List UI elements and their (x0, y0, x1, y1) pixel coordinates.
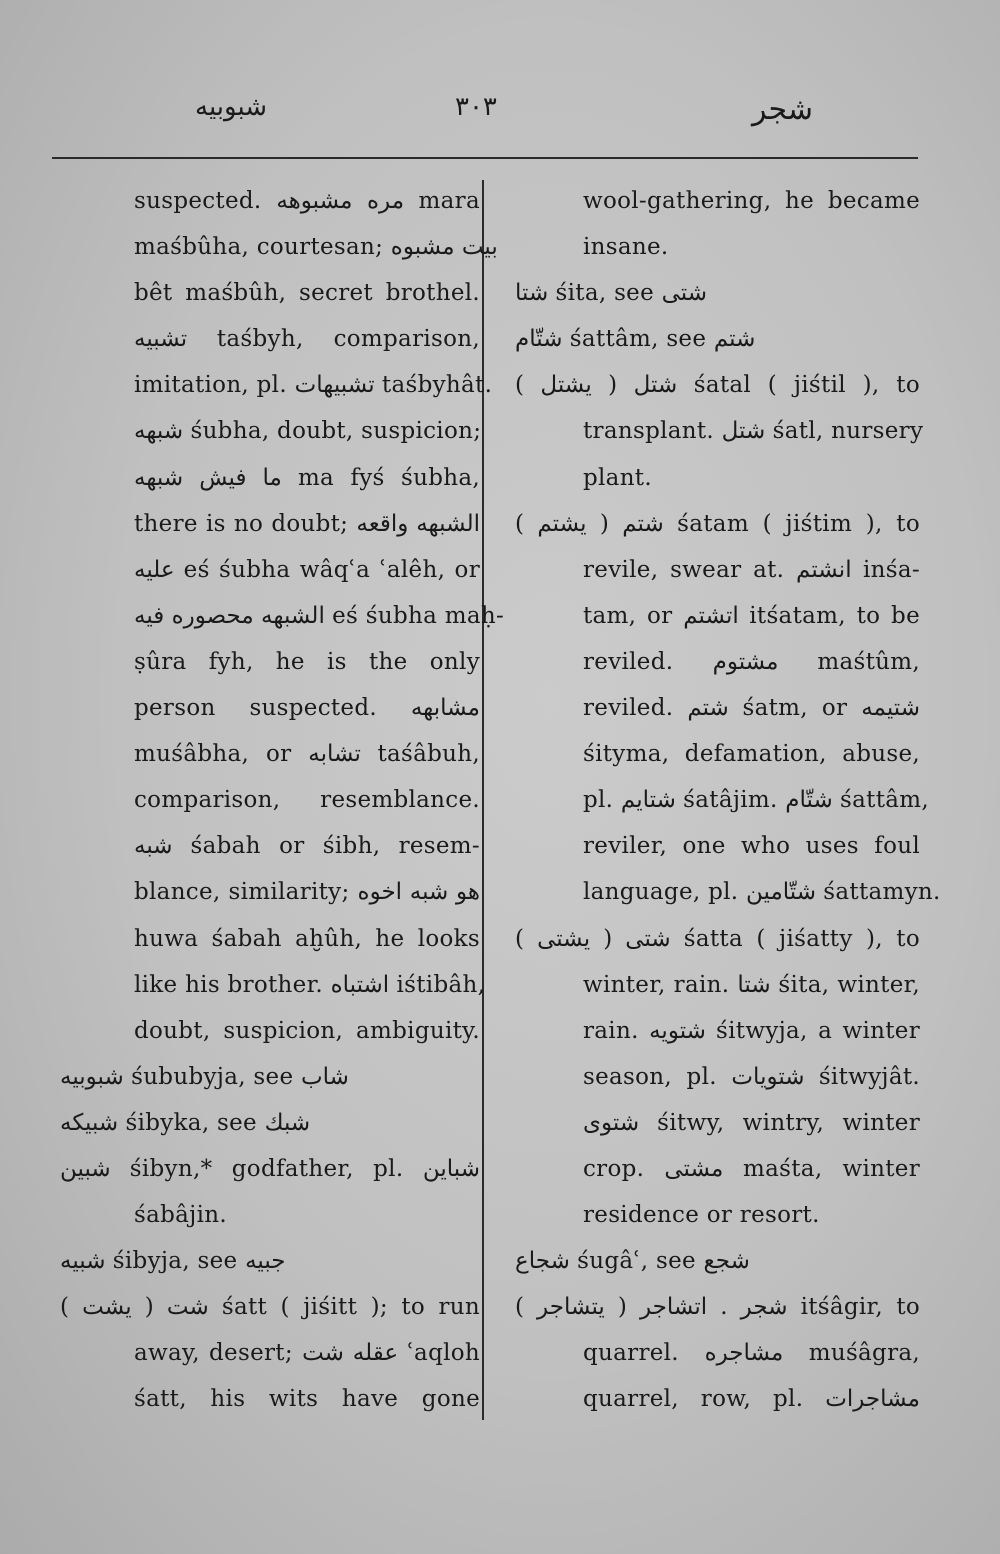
text-line: ṣûra fyh, he is the only (134, 648, 480, 675)
text-line: away, desert; عقله شت ʿaqloh (134, 1340, 481, 1367)
text-line: شبيه śibyja, see جبيه (60, 1248, 286, 1275)
text-line: season, pl. شتويات śitwyjât. (583, 1063, 920, 1090)
page-number: ٣٠٣ (455, 92, 497, 122)
header-catchword-left: شبوبيه (195, 92, 268, 122)
text-line: revile, swear at. انشتم inśa- (583, 556, 920, 583)
text-line: شبهه śubha, doubt, suspicion; (134, 418, 482, 445)
text-line: ما فيش شبهه ma fyś śubha, (134, 464, 480, 491)
text-line: quarrel. مشاجره muśâgra, (583, 1340, 920, 1367)
text-line: شتّام śattâm, see شتم (515, 326, 756, 353)
text-line: شت ( يشت ) śatt ( jiśitt ); to run (60, 1294, 480, 1321)
text-line: tam, or اتشتم itśatam, to be (583, 602, 920, 629)
text-line: rain. شتويه śitwyja, a winter (583, 1017, 920, 1044)
text-line: suspected. مره مشبوهه mara (134, 188, 480, 214)
text-line: śabâjin. (134, 1202, 227, 1229)
text-line: there is no doubt; الشبهه واقعه (134, 510, 480, 537)
text-line: plant. (583, 464, 652, 491)
text-line: شتم ( يشتم ) śatam ( jiśtim ), to (515, 510, 920, 537)
text-line: الشبهه محصوره فيه eś śubha maḥ- (134, 602, 505, 629)
header-catchword-right: شجر (752, 92, 814, 127)
header-rule (52, 157, 918, 159)
text-line: reviled. مشتوم maśtûm, (583, 648, 920, 675)
text-line: شبيكه śibyka, see شبك (60, 1109, 311, 1136)
text-line: شتا śita, see شتى (515, 280, 708, 307)
text-line: wool-gathering, he became (583, 188, 920, 214)
text-line: residence or resort. (583, 1202, 820, 1229)
text-line: شبه śabah or śibh, resem- (134, 833, 480, 860)
text-line: insane. (583, 234, 669, 261)
text-line: winter, rain. شتا śita, winter, (583, 971, 921, 998)
text-line: maśbûha, courtesan; بيت مشبوه (134, 234, 498, 261)
text-line: شجاع śugâʿ, see شجع (515, 1248, 750, 1275)
text-line: عليه eś śubha wâqʿa ʿalêh, or (134, 556, 480, 583)
text-line: imitation, pl. تشبيهات taśbyhât. (134, 372, 493, 399)
text-line: blance, similarity; هو شبه اخوه (134, 879, 481, 906)
text-line: like his brother. اشتباه iśtibâh, (134, 971, 486, 998)
text-line: تشبيه taśbyh, comparison, (134, 326, 480, 353)
text-line: reviler, one who uses foul (583, 833, 920, 860)
text-line: شبوبيه śububyja, see شاب (60, 1063, 349, 1090)
text-line: شتل ( يشتل ) śatal ( jiśtil ), to (515, 372, 920, 399)
text-line: quarrel, row, pl. مشاجرات (583, 1386, 920, 1413)
text-line: شبين śibyn,* godfather, pl. شباين (60, 1155, 480, 1182)
text-line: bêt maśbûh, secret brothel. (134, 280, 480, 307)
left-column (60, 178, 505, 1423)
text-line: pl. شتايم śatâjim. شتّام śattâm, (583, 787, 929, 814)
text-line: doubt, suspicion, ambiguity. (134, 1017, 480, 1044)
text-line: person suspected. مشابهه (134, 695, 480, 722)
text-line: reviled. شتم śatm, or شتيمه (583, 695, 920, 722)
text-line: śityma, defamation, abuse, (583, 741, 920, 768)
text-line: comparison, resemblance. (134, 787, 480, 814)
text-line: language, pl. شتّامين śattamyn. (583, 879, 941, 906)
text-line: transplant. شتل śatl, nursery (583, 418, 924, 445)
text-line: muśâbha, or تشابه taśâbuh, (134, 741, 481, 768)
text-line: śatt, his wits have gone (134, 1386, 480, 1413)
text-line: crop. مشتى maśta, winter (583, 1155, 920, 1182)
text-line: شجر . اتشاجر ( يتشاجر ) itśâgir, to (515, 1294, 921, 1321)
text-line: شتوى śitwy, wintry, winter (583, 1109, 920, 1136)
text-line: huwa śabah aḫûh, he looks (134, 925, 480, 952)
right-column (515, 178, 941, 1423)
text-line: شتى ( يشتى ) śatta ( jiśatty ), to (515, 925, 920, 952)
